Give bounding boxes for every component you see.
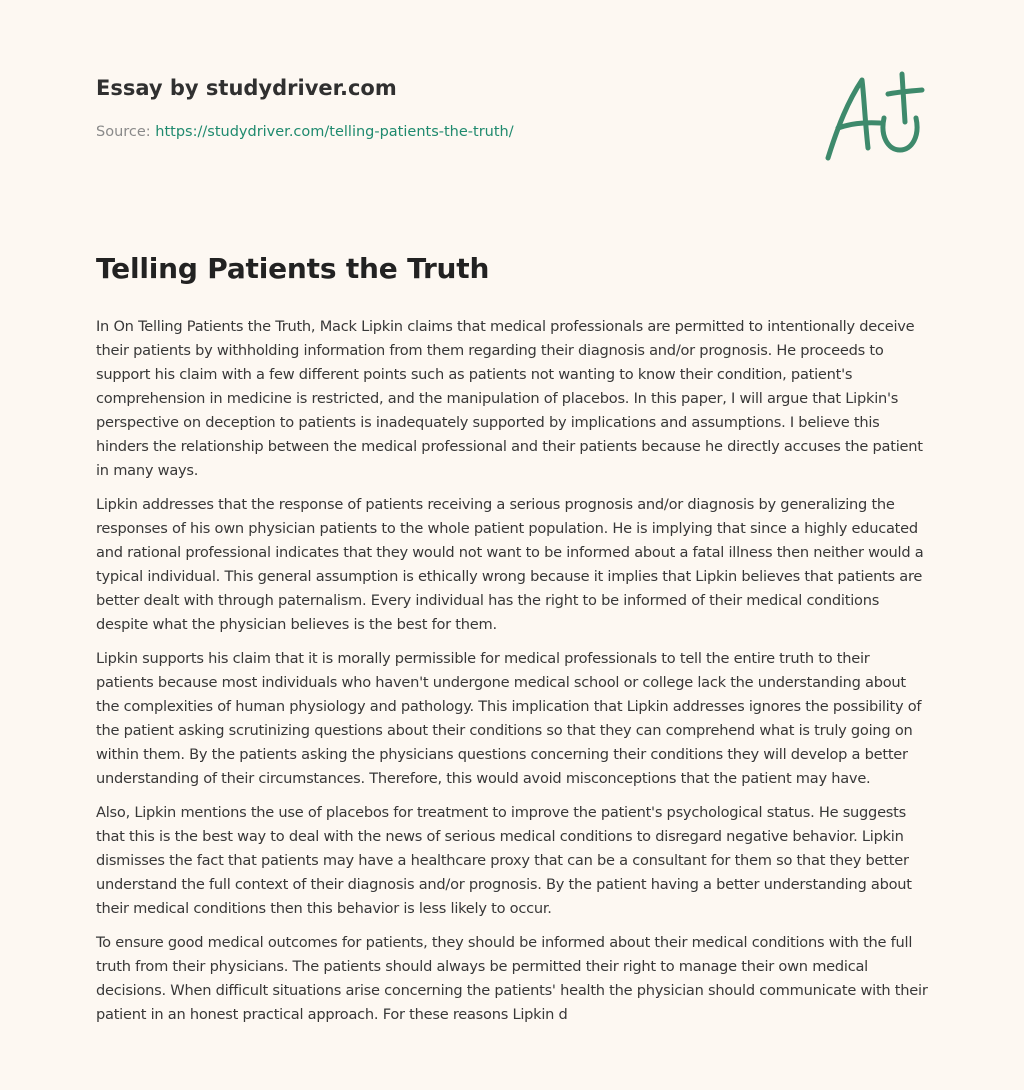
source-link[interactable]: https://studydriver.com/telling-patients-the-truth/ <box>155 124 514 140</box>
source-line <box>96 124 514 140</box>
essay-paragraph-2: Lipkin addresses that the response of patients receiving a serious prognosis and/or diagnosis by generalizing the responses of his own physician patients to the whole patient population. He is implying that since a highly educated and rational professional indicates that they would not want to be informed about a fatal illness then neither would a typical individual. This general assumption is ethically wrong because it implies that Lipkin believes that patients are better dealt with through paternalism. Every individual has the right to be informed of their medical conditions despite what the physician believes is the best for them. <box>96 496 924 633</box>
site-brand: Essay by studydriver.com <box>96 76 397 100</box>
essay-title: Telling Patients the Truth <box>96 252 490 285</box>
essay-body <box>96 315 930 1037</box>
essay-paragraph-3: Lipkin supports his claim that it is morally permissible for medical professionals to tell the entire truth to their patients because most individuals who haven't undergone medical school or college lack the understanding about the complexities of human physiology and pathology. This implication that Lipkin addresses ignores the possibility of the patient asking scrutinizing questions about their conditions so that they can comprehend what is truly going on within them. By the patients asking the physicians questions concerning their conditions they will develop a better understanding of their circumstances. Therefore, this would avoid misconceptions that the patient may have. <box>96 650 922 787</box>
essay-paragraph-1: In On Telling Patients the Truth, Mack Lipkin claims that medical professionals are permitted to intentionally deceive their patients by withholding information from them regarding their diagnosis and/or prognosis. He proceeds to support his claim with a few different points such as patients not wanting to know their condition, patient's comprehension in medicine is restricted, and the manipulation of placebos. In this paper, I will argue that Lipkin's perspective on deception to patients is inadequately supported by implications and assumptions. I believe this hinders the relationship between the medical professional and their patients because he directly accuses the patient in many ways. <box>96 318 923 479</box>
source-label: Source: <box>96 124 151 140</box>
a-plus-logo-icon <box>818 66 930 166</box>
essay-paragraph-4: Also, Lipkin mentions the use of placebos for treatment to improve the patient's psychological status. He suggests that this is the best way to deal with the news of serious medical conditions to disregard negative behavior. Lipkin dismisses the fact that patients may have a healthcare proxy that can be a consultant for them so that they better understand the full context of their diagnosis and/or prognosis. By the patient having a better understanding about their medical conditions then this behavior is less likely to occur. <box>96 804 912 917</box>
essay-paragraph-5: To ensure good medical outcomes for patients, they should be informed about their medical conditions with the full truth from their physicians. The patients should always be permitted their right to manage their own medical decisions. When difficult situations arise concerning the patients' health the physician should communicate with their patient in an honest practical approach. For these reasons Lipkin d <box>96 934 928 1023</box>
